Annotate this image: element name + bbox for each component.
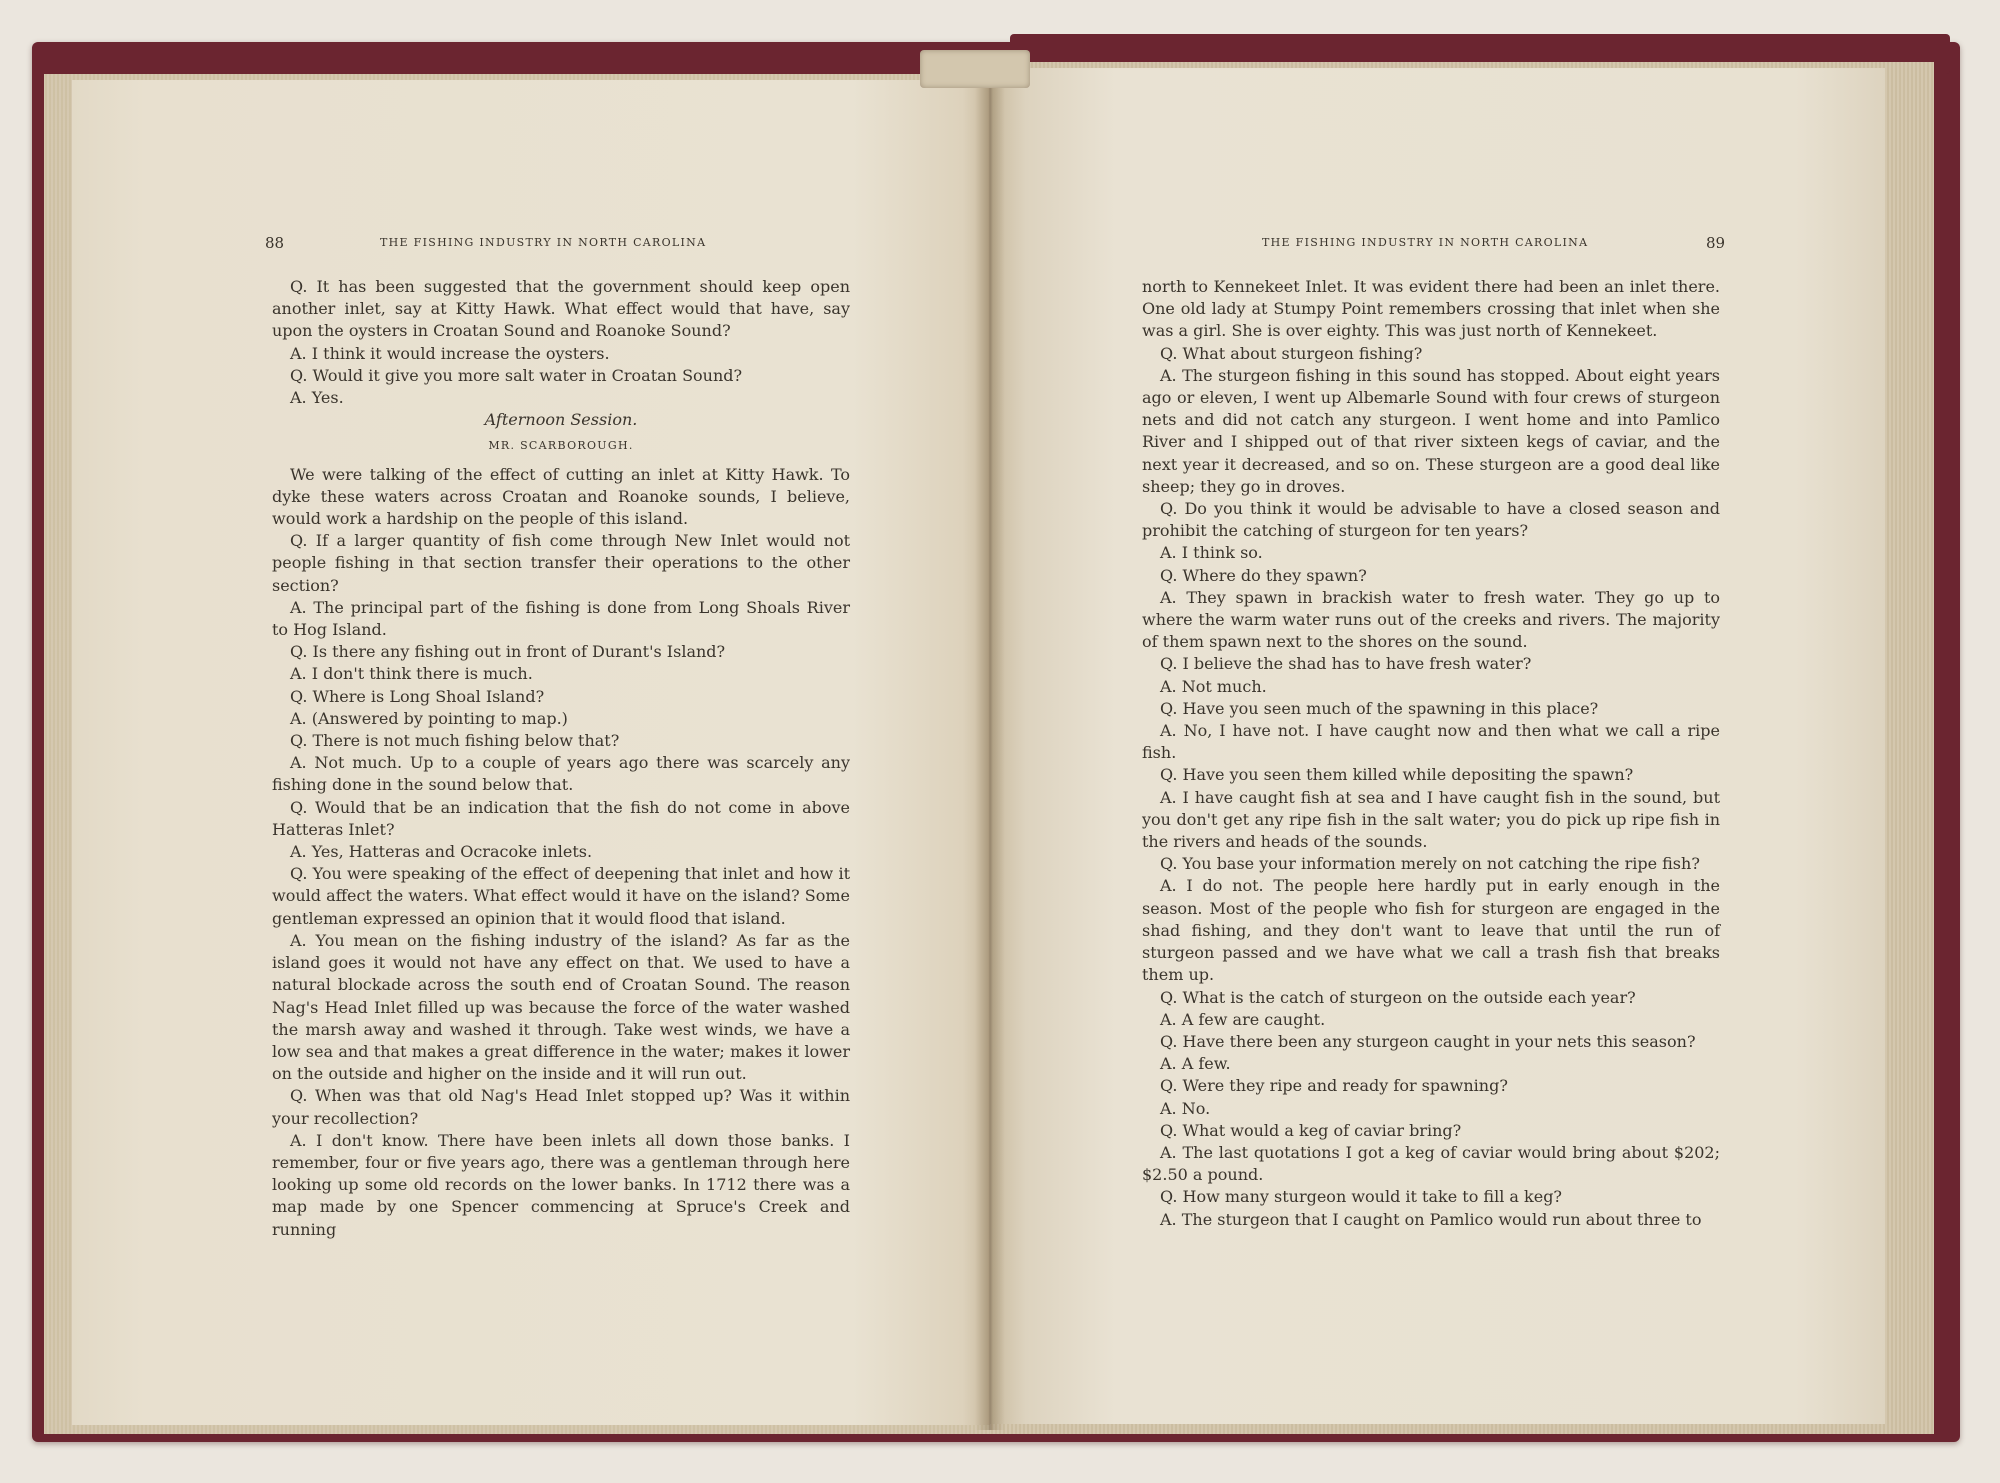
- paragraph: Q. It has been suggested that the government should keep open another inlet, say at Kitty Hawk. What effect would that have, say upon the oysters in Croatan Sound and Roanoke Sound?: [272, 277, 850, 341]
- paragraph: A. Yes, Hatteras and Ocracoke inlets.: [290, 842, 593, 862]
- paragraph: A. Yes.: [290, 388, 344, 408]
- paragraph: A. No, I have not. I have caught now and then what we call a ripe fish.: [1142, 721, 1720, 763]
- paragraph: Q. Would that be an indication that the fish do not come in above Hatteras Inlet?: [272, 797, 850, 839]
- paragraph: We were talking of the effect of cutting an inlet at Kitty Hawk. To dyke these waters across Croatan and Roanoke sounds, I believe, would work a hardship on the people of this island.: [272, 464, 850, 529]
- paragraph: A. Not much. Up to a couple of years ago there was scarcely any fishing done in the sound below that.: [272, 753, 850, 795]
- paragraph: Q. Would it give you more salt water in Croatan Sound?: [290, 365, 743, 385]
- paragraph: A. I don't think there is much.: [290, 664, 533, 684]
- paragraph: Q. How many sturgeon would it take to fill a keg?: [1160, 1187, 1563, 1207]
- session-title: Afternoon Session.: [484, 410, 638, 430]
- paragraph: Q. What would a keg of caviar bring?: [1160, 1120, 1462, 1140]
- paragraph: A. I think it would increase the oysters.: [290, 343, 610, 363]
- paragraph: Q. Where do they spawn?: [1160, 565, 1367, 585]
- paragraph: A. I have caught fish at sea and I have caught fish in the sound, but you don't get any ripe fish in the salt water; you do pick up ripe fish in the rivers and heads of the sounds.: [1142, 787, 1720, 852]
- spine-tear: [920, 50, 1030, 88]
- paragraph: A. Not much.: [1160, 676, 1267, 696]
- book-gutter: [975, 60, 1005, 1430]
- paragraph: Q. You were speaking of the effect of deepening that inlet and how it would affect the waters. What effect would it have on the island? Some gentleman expressed an opinion that it would flood that island.: [272, 864, 850, 928]
- right-page-number: 89: [1706, 234, 1726, 252]
- paragraph: Q. There is not much fishing below that?: [290, 731, 620, 751]
- paragraph: A. You mean on the fishing industry of the island? As far as the island goes it would not have any effect on that. We used to have a natural blockade across the south end of Croatan Sound. The reason Nag's Head Inlet filled up was because the force of the water washed the marsh away and washed it through. Take west winds, we have a low sea and that makes a great difference in the water; makes it lower on the outside and higher on the inside and it will run out.: [272, 930, 850, 1084]
- paragraph: A. I don't know. There have been inlets all down those banks. I remember, four or five years ago, there was a gentleman through here looking up some old records on the lower banks. In 1712 there was a map made by one Spencer commencing at Spruce's Creek and running: [272, 1130, 850, 1239]
- paragraph: Q. Have you seen them killed while depositing the spawn?: [1160, 765, 1634, 785]
- paragraph: A. They spawn in brackish water to fresh water. They go up to where the warm water runs out of the creeks and rivers. The majority of them spawn next to the shores on the sound.: [1142, 587, 1720, 652]
- paragraph: Q. What is the catch of sturgeon on the outside each year?: [1160, 987, 1636, 1007]
- paragraph: Q. If a larger quantity of fish come through New Inlet would not people fishing in that section transfer their operations to the other section?: [272, 531, 850, 595]
- paragraph: A. (Answered by pointing to map.): [290, 708, 568, 728]
- paragraph: Q. Do you think it would be advisable to have a closed season and prohibit the catching of sturgeon for ten years?: [1142, 499, 1720, 541]
- paragraph: Q. Have you seen much of the spawning in this place?: [1160, 698, 1599, 718]
- right-running-head: THE FISHING INDUSTRY IN NORTH CAROLINA: [1262, 236, 1589, 249]
- right-page-text: [1142, 276, 1720, 1231]
- left-page-number: 88: [265, 234, 285, 252]
- paragraph: A. The sturgeon fishing in this sound has stopped. About eight years ago or eleven, I went up Albemarle Sound with four crews of sturgeon nets and did not catch any sturgeon. I went home and into Pamlico River and I shipped out of that river sixteen kegs of caviar, and the next year it decreased, and so on. These sturgeon are a good deal like sheep; they go in droves.: [1142, 365, 1720, 496]
- paragraph: A. I think so.: [1160, 543, 1263, 563]
- paragraph: A. I do not. The people here hardly put in early enough in the season. Most of the people who fish for sturgeon are engaged in the shad fishing, and they don't want to leave that until the run of sturgeon passed and we have what we call a trash fish that breaks them up.: [1142, 876, 1720, 985]
- paragraph: Q. When was that old Nag's Head Inlet stopped up? Was it within your recollection?: [272, 1086, 850, 1128]
- left-running-head: THE FISHING INDUSTRY IN NORTH CAROLINA: [380, 236, 707, 249]
- paragraph: Q. I believe the shad has to have fresh water?: [1160, 654, 1532, 674]
- paragraph: A. The principal part of the fishing is done from Long Shoals River to Hog Island.: [272, 597, 850, 640]
- paragraph: Q. Were they ripe and ready for spawning?: [1160, 1076, 1508, 1096]
- paragraph: Q. You base your information merely on not catching the ripe fish?: [1160, 854, 1700, 874]
- paragraph: A. A few.: [1160, 1054, 1231, 1074]
- paragraph: Q. Where is Long Shoal Island?: [290, 686, 545, 706]
- paragraph: A. The sturgeon that I caught on Pamlico would run about three to: [1160, 1209, 1702, 1229]
- paragraph: north to Kennekeet Inlet. It was evident there had been an inlet there. One old lady at Stumpy Point remembers crossing that inlet when she was a girl. She is over eighty. This was just north of Kennekeet.: [1142, 277, 1720, 341]
- paragraph: A. The last quotations I got a keg of caviar would bring about $202; $2.50 a pound.: [1142, 1142, 1720, 1185]
- left-page-text: [272, 276, 850, 1241]
- paragraph: Q. Is there any fishing out in front of Durant's Island?: [290, 642, 726, 662]
- paragraph: Q. What about sturgeon fishing?: [1160, 343, 1423, 363]
- paragraph: A. A few are caught.: [1160, 1009, 1326, 1029]
- paragraph: A. No.: [1160, 1098, 1211, 1118]
- paragraph: Q. Have there been any sturgeon caught in your nets this season?: [1160, 1031, 1696, 1051]
- speaker-name: MR. SCARBOROUGH.: [488, 439, 634, 453]
